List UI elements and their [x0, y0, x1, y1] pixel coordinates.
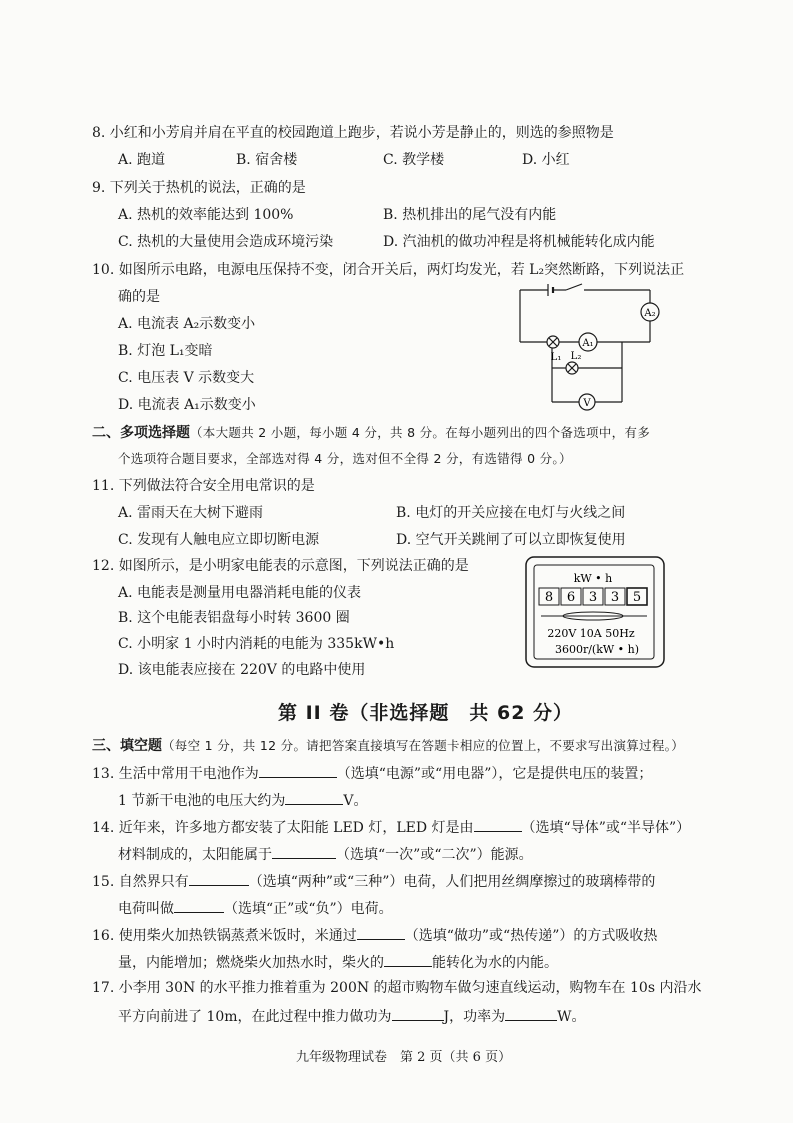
q14-text-1: 14. 近年来，许多地方都安装了太阳能 LED 灯，LED 灯是由	[92, 820, 474, 836]
section2-note-line2-wrap	[118, 451, 572, 468]
meter-spec-line1: 220V 10A 50Hz	[547, 627, 635, 640]
q8-option-c: C. 教学楼	[383, 152, 445, 168]
q15-text-1: 15. 自然界只有	[92, 874, 189, 890]
q16-text-1: 16. 使用柴火加热铁锅蒸煮米饭时，米通过	[92, 928, 357, 944]
q10-stem-line2: 确的是	[118, 289, 160, 305]
q12-option-d: D. 该电能表应接在 220V 的电路中使用	[118, 662, 366, 678]
q17-line2	[118, 1007, 586, 1026]
q15-line2	[118, 899, 393, 918]
q14-text-2: （选填“导体”或“半导体”）	[521, 820, 691, 836]
q17-line1: 17. 小李用 30N 的水平推力推着重为 200N 的超市购物车做匀速直线运动，购物车在 10s 内沿水	[92, 980, 702, 996]
q14-line1	[92, 818, 690, 837]
meter-digit-5: 5	[632, 590, 642, 605]
q16-blank-1	[357, 926, 405, 940]
q14-blank-1	[474, 818, 522, 832]
q16-line2	[118, 953, 558, 972]
q15-text-2: （选填“两种”或“三种”）电荷，人们把用丝绸摩擦过的玻璃棒带的	[248, 874, 656, 890]
q9-option-c: C. 热机的大量使用会造成环境污染	[118, 234, 334, 250]
q12-stem: 12. 如图所示，是小明家电能表的示意图，下列说法正确的是	[92, 558, 469, 574]
q12-option-b: B. 这个电能表铝盘每小时转 3600 圈	[118, 610, 350, 626]
meter-digit-3: 3	[588, 590, 598, 605]
ammeter-a1-label: A₁	[582, 338, 594, 349]
q13-blank-1	[259, 764, 337, 778]
q13-line1	[92, 764, 652, 783]
q10-stem-line1: 10. 如图所示电路，电源电压保持不变，闭合开关后，两灯均发光，若 L₂突然断路，下列说法正	[92, 262, 685, 278]
ammeter-a2-label: A₂	[644, 308, 656, 319]
section2-note-line1: （本大题共 2 小题，每小题 4 分，共 8 分。在每小题列出的四个备选项中，有多	[190, 425, 650, 440]
meter-digit-4: 3	[610, 590, 620, 605]
section3-note: （每空 1 分，共 12 分。请把答案直接填写在答题卡相应的位置上，不要求写出演算过程。）	[162, 738, 685, 753]
q17-text-1: 平方向前进了 10m，在此过程中推力做功为	[118, 1009, 392, 1025]
meter-digit-2: 6	[566, 590, 576, 605]
electric-meter-diagram	[525, 556, 665, 668]
lamp-l1-label: L₁	[550, 352, 562, 363]
q15-line1	[92, 872, 655, 891]
q10-option-d: D. 电流表 A₁示数变小	[118, 397, 256, 413]
section2-heading	[92, 425, 650, 442]
q17-text-2: J，功率为	[443, 1009, 506, 1025]
q9-stem: 9. 下列关于热机的说法，正确的是	[92, 180, 306, 196]
q11-option-b: B. 电灯的开关应接在电灯与火线之间	[396, 505, 626, 521]
q9-option-b: B. 热机排出的尾气没有内能	[383, 207, 557, 223]
q13-text-3: 1 节新干电池的电压大约为	[118, 793, 286, 809]
q8-option-a: A. 跑道	[118, 152, 166, 168]
q16-text-2: （选填“做功”或“热传递”）的方式吸收热	[404, 928, 658, 944]
q13-line2	[118, 791, 367, 810]
q13-text-4: V。	[343, 793, 368, 809]
q15-text-4: （选填“正”或“负”）电荷。	[224, 901, 393, 917]
q12-option-a: A. 电能表是测量用电器消耗电能的仪表	[118, 585, 362, 601]
meter-spec-line2: 3600r/(kW • h)	[554, 643, 640, 656]
q9-option-a: A. 热机的效率能达到 100%	[118, 207, 294, 223]
q11-stem: 11. 下列做法符合安全用电常识的是	[92, 478, 315, 494]
q17-blank-1	[392, 1007, 444, 1021]
q13-blank-2	[285, 791, 343, 805]
q10-option-b: B. 灯泡 L₁变暗	[118, 343, 213, 359]
circuit-diagram	[510, 280, 660, 415]
part2-title: 第 II 卷（非选择题 共 62 分）	[278, 702, 574, 724]
q15-blank-1	[189, 872, 249, 886]
q13-text-2: （选填“电源”或“用电器”），它是提供电压的装置；	[336, 766, 653, 782]
q9-option-d: D. 汽油机的做功冲程是将机械能转化成内能	[383, 234, 655, 250]
q10-option-c: C. 电压表 V 示数变大	[118, 370, 255, 386]
meter-digit-1: 8	[544, 590, 554, 605]
q8-option-d: D. 小红	[522, 152, 570, 168]
lamp-l2-label: L₂	[570, 351, 582, 362]
q11-option-c: C. 发现有人触电应立即切断电源	[118, 532, 320, 548]
voltmeter-label: V	[583, 398, 591, 409]
q16-text-4: 能转化为水的内能。	[432, 955, 558, 971]
q13-text-1: 13. 生活中常用干电池作为	[92, 766, 259, 782]
q16-text-3: 量，内能增加；燃烧柴火加热水时，柴火的	[118, 955, 384, 971]
q15-text-3: 电荷叫做	[118, 901, 174, 917]
q17-blank-2	[505, 1007, 557, 1021]
q10-option-a: A. 电流表 A₂示数变小	[118, 316, 256, 332]
q8-option-b: B. 宿舍楼	[236, 152, 298, 168]
q14-line2	[118, 845, 533, 864]
q15-blank-2	[174, 899, 224, 913]
section3-title: 三、填空题	[92, 738, 162, 754]
q17-text-3: W。	[557, 1009, 586, 1025]
q12-option-c: C. 小明家 1 小时内消耗的电能为 335kW•h	[118, 636, 395, 652]
section2-note-line2: 个选项符合题目要求，全部选对得 4 分，选对但不全得 2 分，有选错得 0 分。）	[118, 451, 572, 466]
q14-blank-2	[272, 845, 336, 859]
section3-heading	[92, 738, 684, 755]
q11-option-d: D. 空气开关跳闸了可以立即恢复使用	[396, 532, 626, 548]
page-footer: 九年级物理试卷 第 2 页（共 6 页）	[296, 1050, 512, 1065]
q11-option-a: A. 雷雨天在大树下避雨	[118, 505, 264, 521]
section2-title: 二、多项选择题	[92, 425, 190, 441]
meter-unit: kW • h	[573, 572, 613, 585]
q14-text-4: （选填“一次”或“二次”）能源。	[336, 847, 533, 863]
q16-blank-2	[384, 953, 432, 967]
q14-text-3: 材料制成的，太阳能属于	[118, 847, 272, 863]
q16-line1	[92, 926, 657, 945]
q8-stem: 8. 小红和小芳肩并肩在平直的校园跑道上跑步，若说小芳是静止的，则选的参照物是	[92, 125, 614, 141]
